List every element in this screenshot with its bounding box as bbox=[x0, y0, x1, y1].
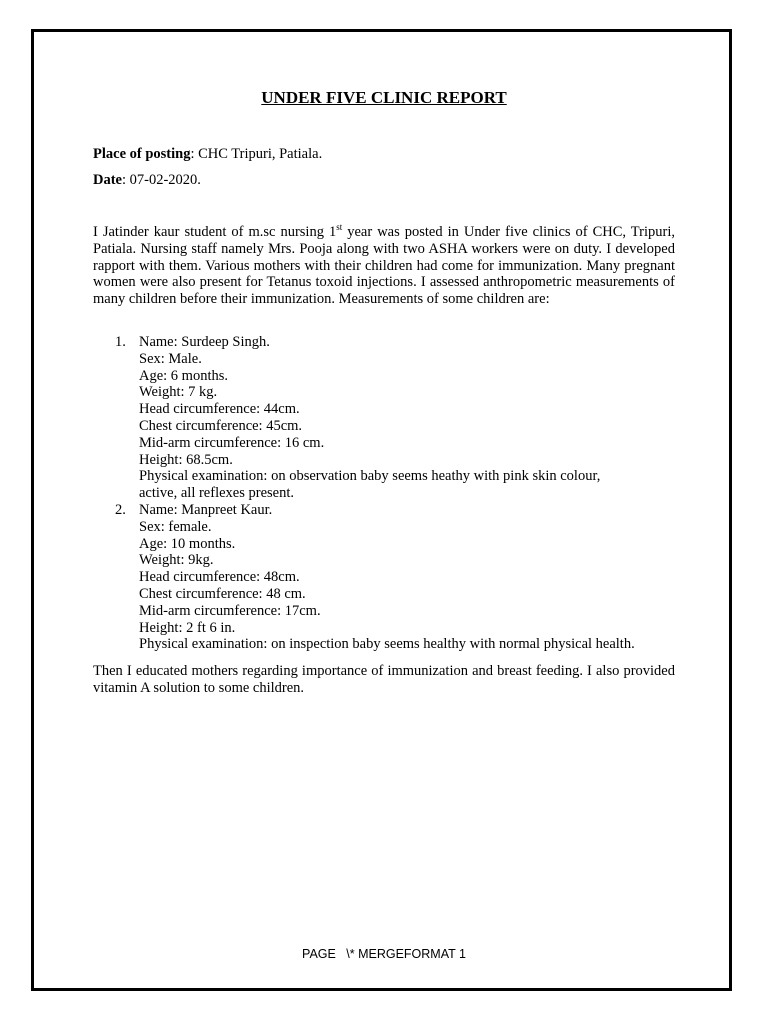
child-name: Name: Surdeep Singh. bbox=[139, 334, 270, 350]
intro-paragraph bbox=[93, 224, 675, 308]
child-mid-arm-circumference: Mid-arm circumference: 17cm. bbox=[139, 602, 321, 619]
child-physical-exam-continued: active, all reflexes present. bbox=[139, 485, 294, 502]
child-chest-circumference: Chest circumference: 48 cm. bbox=[139, 585, 306, 602]
child-physical-exam: Physical examination: on inspection baby seems healthy with normal physical health. bbox=[139, 636, 635, 653]
child-chest-circumference: Chest circumference: 45cm. bbox=[139, 417, 303, 434]
child-height: Height: 2 ft 6 in. bbox=[139, 619, 236, 636]
place-value: : CHC Tripuri, Patiala. bbox=[190, 146, 323, 162]
child-age: Age: 6 months. bbox=[139, 367, 229, 384]
child-sex: Sex: Male. bbox=[139, 350, 202, 367]
page-footer: PAGE \* MERGEFORMAT 1 bbox=[302, 947, 466, 961]
child-sex: Sex: female. bbox=[139, 518, 212, 535]
child-name: Name: Manpreet Kaur. bbox=[139, 501, 273, 518]
intro-part2: year was posted in Under five clinics of CHC, Tripuri, Patiala. Nursing staff namely Mrs. Pooja along with two ASHA workers were on duty. I developed rapport with them. Various mothers with their children had come for immunization. Many pregnant women were also present for Tetanus toxoid injections. I assessed anthropometric measurements of many children before their immunization. Measurements of some children are: bbox=[93, 224, 675, 308]
child-physical-exam: Physical examination: on observation baby seems heathy with pink skin colour, bbox=[139, 468, 601, 485]
child-weight: Weight: 7 kg. bbox=[139, 384, 218, 401]
children-list bbox=[93, 334, 693, 653]
child-height: Height: 68.5cm. bbox=[139, 451, 233, 468]
child-head-circumference: Head circumference: 44cm. bbox=[139, 401, 300, 418]
intro-superscript: st bbox=[336, 222, 343, 233]
child-entry-1 bbox=[93, 334, 693, 502]
report-date bbox=[93, 172, 201, 189]
child-entry-2 bbox=[93, 502, 693, 653]
closing-paragraph: Then I educated mothers regarding importance of immunization and breast feeding. I also provided vitamin A solution to some children. bbox=[93, 663, 675, 696]
place-of-posting bbox=[93, 146, 322, 163]
date-value: : 07-02-2020. bbox=[122, 172, 201, 188]
child-mid-arm-circumference: Mid-arm circumference: 16 cm. bbox=[139, 434, 325, 451]
intro-part1: I Jatinder kaur student of m.sc nursing 1 bbox=[93, 224, 337, 240]
child-number: 1. bbox=[115, 334, 126, 350]
date-label: Date bbox=[93, 172, 122, 188]
page-title: UNDER FIVE CLINIC REPORT bbox=[261, 88, 507, 107]
child-head-circumference: Head circumference: 48cm. bbox=[139, 569, 300, 586]
child-age: Age: 10 months. bbox=[139, 535, 236, 552]
child-number: 2. bbox=[115, 501, 126, 518]
place-label: Place of posting bbox=[93, 146, 191, 162]
child-weight: Weight: 9kg. bbox=[139, 552, 214, 569]
